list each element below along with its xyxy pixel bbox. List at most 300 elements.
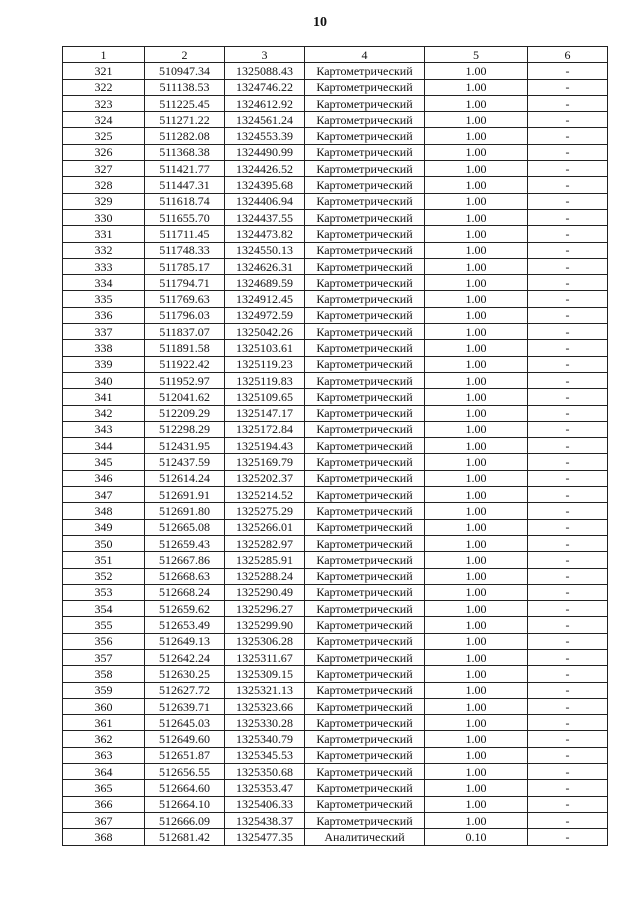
x-coordinate-cell: 512639.71 xyxy=(145,698,225,714)
method-cell: Картометрический xyxy=(305,421,425,437)
table-row xyxy=(63,144,608,160)
method-cell: Картометрический xyxy=(305,731,425,747)
method-cell: Картометрический xyxy=(305,307,425,323)
point-number-cell: 336 xyxy=(63,307,145,323)
y-coordinate-cell: 1324406.94 xyxy=(225,193,305,209)
description-cell: - xyxy=(528,829,608,845)
description-cell: - xyxy=(528,324,608,340)
x-coordinate-cell: 512668.63 xyxy=(145,568,225,584)
method-cell: Картометрический xyxy=(305,356,425,372)
description-cell: - xyxy=(528,682,608,698)
x-coordinate-cell: 511225.45 xyxy=(145,95,225,111)
table-row xyxy=(63,177,608,193)
accuracy-cell: 1.00 xyxy=(425,193,528,209)
point-number-cell: 334 xyxy=(63,275,145,291)
description-cell: - xyxy=(528,63,608,79)
description-cell: - xyxy=(528,340,608,356)
description-cell: - xyxy=(528,454,608,470)
column-header-1: 1 xyxy=(63,47,145,63)
y-coordinate-cell: 1325353.47 xyxy=(225,780,305,796)
point-number-cell: 331 xyxy=(63,226,145,242)
point-number-cell: 364 xyxy=(63,764,145,780)
accuracy-cell: 1.00 xyxy=(425,161,528,177)
y-coordinate-cell: 1324553.39 xyxy=(225,128,305,144)
description-cell: - xyxy=(528,470,608,486)
method-cell: Картометрический xyxy=(305,601,425,617)
method-cell: Картометрический xyxy=(305,633,425,649)
y-coordinate-cell: 1325282.97 xyxy=(225,535,305,551)
y-coordinate-cell: 1325119.83 xyxy=(225,372,305,388)
method-cell: Картометрический xyxy=(305,682,425,698)
description-cell: - xyxy=(528,389,608,405)
point-number-cell: 359 xyxy=(63,682,145,698)
y-coordinate-cell: 1325321.13 xyxy=(225,682,305,698)
point-number-cell: 360 xyxy=(63,698,145,714)
method-cell: Картометрический xyxy=(305,780,425,796)
x-coordinate-cell: 511922.42 xyxy=(145,356,225,372)
method-cell: Картометрический xyxy=(305,291,425,307)
point-number-cell: 337 xyxy=(63,324,145,340)
description-cell: - xyxy=(528,764,608,780)
accuracy-cell: 1.00 xyxy=(425,128,528,144)
table-row xyxy=(63,487,608,503)
description-cell: - xyxy=(528,601,608,617)
y-coordinate-cell: 1325288.24 xyxy=(225,568,305,584)
point-number-cell: 350 xyxy=(63,535,145,551)
y-coordinate-cell: 1325438.37 xyxy=(225,812,305,828)
x-coordinate-cell: 512041.62 xyxy=(145,389,225,405)
method-cell: Картометрический xyxy=(305,568,425,584)
y-coordinate-cell: 1325350.68 xyxy=(225,764,305,780)
description-cell: - xyxy=(528,275,608,291)
description-cell: - xyxy=(528,535,608,551)
y-coordinate-cell: 1325477.35 xyxy=(225,829,305,845)
accuracy-cell: 1.00 xyxy=(425,584,528,600)
method-cell: Картометрический xyxy=(305,812,425,828)
accuracy-cell: 1.00 xyxy=(425,421,528,437)
method-cell: Картометрический xyxy=(305,747,425,763)
method-cell: Картометрический xyxy=(305,617,425,633)
accuracy-cell: 1.00 xyxy=(425,780,528,796)
accuracy-cell: 1.00 xyxy=(425,698,528,714)
x-coordinate-cell: 512437.59 xyxy=(145,454,225,470)
method-cell: Картометрический xyxy=(305,79,425,95)
table-row xyxy=(63,372,608,388)
table-row xyxy=(63,747,608,763)
y-coordinate-cell: 1325311.67 xyxy=(225,649,305,665)
accuracy-cell: 1.00 xyxy=(425,617,528,633)
description-cell: - xyxy=(528,242,608,258)
coordinates-table xyxy=(62,46,608,846)
y-coordinate-cell: 1325109.65 xyxy=(225,389,305,405)
x-coordinate-cell: 512691.80 xyxy=(145,503,225,519)
method-cell: Картометрический xyxy=(305,552,425,568)
y-coordinate-cell: 1325119.23 xyxy=(225,356,305,372)
point-number-cell: 339 xyxy=(63,356,145,372)
x-coordinate-cell: 512614.24 xyxy=(145,470,225,486)
column-header-3: 3 xyxy=(225,47,305,63)
description-cell: - xyxy=(528,519,608,535)
point-number-cell: 351 xyxy=(63,552,145,568)
method-cell: Картометрический xyxy=(305,372,425,388)
description-cell: - xyxy=(528,79,608,95)
table-row xyxy=(63,764,608,780)
table-row xyxy=(63,568,608,584)
y-coordinate-cell: 1325340.79 xyxy=(225,731,305,747)
description-cell: - xyxy=(528,633,608,649)
accuracy-cell: 1.00 xyxy=(425,209,528,225)
point-number-cell: 338 xyxy=(63,340,145,356)
y-coordinate-cell: 1325266.01 xyxy=(225,519,305,535)
column-header-5: 5 xyxy=(425,47,528,63)
y-coordinate-cell: 1325088.43 xyxy=(225,63,305,79)
description-cell: - xyxy=(528,95,608,111)
table-body xyxy=(63,63,608,845)
header-row xyxy=(63,47,608,63)
point-number-cell: 363 xyxy=(63,747,145,763)
accuracy-cell: 1.00 xyxy=(425,389,528,405)
x-coordinate-cell: 511837.07 xyxy=(145,324,225,340)
table-row xyxy=(63,552,608,568)
description-cell: - xyxy=(528,209,608,225)
point-number-cell: 349 xyxy=(63,519,145,535)
y-coordinate-cell: 1325309.15 xyxy=(225,666,305,682)
table-row xyxy=(63,584,608,600)
description-cell: - xyxy=(528,649,608,665)
table-row xyxy=(63,617,608,633)
y-coordinate-cell: 1325202.37 xyxy=(225,470,305,486)
x-coordinate-cell: 511282.08 xyxy=(145,128,225,144)
x-coordinate-cell: 512656.55 xyxy=(145,764,225,780)
point-number-cell: 322 xyxy=(63,79,145,95)
description-cell: - xyxy=(528,291,608,307)
table-row xyxy=(63,95,608,111)
x-coordinate-cell: 512659.43 xyxy=(145,535,225,551)
method-cell: Картометрический xyxy=(305,649,425,665)
accuracy-cell: 1.00 xyxy=(425,731,528,747)
point-number-cell: 365 xyxy=(63,780,145,796)
description-cell: - xyxy=(528,812,608,828)
description-cell: - xyxy=(528,584,608,600)
point-number-cell: 340 xyxy=(63,372,145,388)
point-number-cell: 368 xyxy=(63,829,145,845)
y-coordinate-cell: 1325323.66 xyxy=(225,698,305,714)
table-row xyxy=(63,275,608,291)
table-row xyxy=(63,649,608,665)
x-coordinate-cell: 512667.86 xyxy=(145,552,225,568)
method-cell: Картометрический xyxy=(305,161,425,177)
accuracy-cell: 1.00 xyxy=(425,470,528,486)
table-row xyxy=(63,633,608,649)
description-cell: - xyxy=(528,487,608,503)
description-cell: - xyxy=(528,796,608,812)
x-coordinate-cell: 512659.62 xyxy=(145,601,225,617)
x-coordinate-cell: 511769.63 xyxy=(145,291,225,307)
method-cell: Картометрический xyxy=(305,340,425,356)
point-number-cell: 354 xyxy=(63,601,145,617)
method-cell: Картометрический xyxy=(305,405,425,421)
x-coordinate-cell: 511447.31 xyxy=(145,177,225,193)
method-cell: Картометрический xyxy=(305,438,425,454)
accuracy-cell: 1.00 xyxy=(425,438,528,454)
y-coordinate-cell: 1324972.59 xyxy=(225,307,305,323)
table-row xyxy=(63,698,608,714)
description-cell: - xyxy=(528,715,608,731)
table-row xyxy=(63,682,608,698)
accuracy-cell: 1.00 xyxy=(425,324,528,340)
x-coordinate-cell: 512664.60 xyxy=(145,780,225,796)
method-cell: Картометрический xyxy=(305,796,425,812)
y-coordinate-cell: 1324490.99 xyxy=(225,144,305,160)
method-cell: Картометрический xyxy=(305,128,425,144)
point-number-cell: 332 xyxy=(63,242,145,258)
accuracy-cell: 1.00 xyxy=(425,405,528,421)
method-cell: Картометрический xyxy=(305,389,425,405)
accuracy-cell: 1.00 xyxy=(425,601,528,617)
table-row xyxy=(63,601,608,617)
table-row xyxy=(63,291,608,307)
method-cell: Картометрический xyxy=(305,63,425,79)
description-cell: - xyxy=(528,698,608,714)
method-cell: Картометрический xyxy=(305,324,425,340)
table-row xyxy=(63,242,608,258)
accuracy-cell: 1.00 xyxy=(425,226,528,242)
y-coordinate-cell: 1325103.61 xyxy=(225,340,305,356)
table-row xyxy=(63,226,608,242)
y-coordinate-cell: 1324561.24 xyxy=(225,112,305,128)
table-row xyxy=(63,519,608,535)
accuracy-cell: 1.00 xyxy=(425,747,528,763)
table-row xyxy=(63,112,608,128)
x-coordinate-cell: 512666.09 xyxy=(145,812,225,828)
table-row xyxy=(63,796,608,812)
table-row xyxy=(63,535,608,551)
table-row xyxy=(63,79,608,95)
accuracy-cell: 1.00 xyxy=(425,535,528,551)
accuracy-cell: 1.00 xyxy=(425,307,528,323)
accuracy-cell: 1.00 xyxy=(425,796,528,812)
point-number-cell: 328 xyxy=(63,177,145,193)
point-number-cell: 345 xyxy=(63,454,145,470)
accuracy-cell: 1.00 xyxy=(425,112,528,128)
x-coordinate-cell: 512298.29 xyxy=(145,421,225,437)
x-coordinate-cell: 512691.91 xyxy=(145,487,225,503)
x-coordinate-cell: 511748.33 xyxy=(145,242,225,258)
table-row xyxy=(63,731,608,747)
method-cell: Картометрический xyxy=(305,209,425,225)
x-coordinate-cell: 512668.24 xyxy=(145,584,225,600)
accuracy-cell: 1.00 xyxy=(425,764,528,780)
accuracy-cell: 1.00 xyxy=(425,454,528,470)
y-coordinate-cell: 1325296.27 xyxy=(225,601,305,617)
description-cell: - xyxy=(528,421,608,437)
description-cell: - xyxy=(528,307,608,323)
x-coordinate-cell: 512642.24 xyxy=(145,649,225,665)
x-coordinate-cell: 511618.74 xyxy=(145,193,225,209)
x-coordinate-cell: 511421.77 xyxy=(145,161,225,177)
point-number-cell: 343 xyxy=(63,421,145,437)
point-number-cell: 333 xyxy=(63,258,145,274)
point-number-cell: 348 xyxy=(63,503,145,519)
table-row xyxy=(63,356,608,372)
x-coordinate-cell: 512651.87 xyxy=(145,747,225,763)
x-coordinate-cell: 511952.97 xyxy=(145,372,225,388)
method-cell: Картометрический xyxy=(305,258,425,274)
y-coordinate-cell: 1325214.52 xyxy=(225,487,305,503)
point-number-cell: 347 xyxy=(63,487,145,503)
point-number-cell: 323 xyxy=(63,95,145,111)
accuracy-cell: 1.00 xyxy=(425,340,528,356)
point-number-cell: 362 xyxy=(63,731,145,747)
column-header-4: 4 xyxy=(305,47,425,63)
table-row xyxy=(63,193,608,209)
accuracy-cell: 1.00 xyxy=(425,242,528,258)
method-cell: Картометрический xyxy=(305,454,425,470)
accuracy-cell: 1.00 xyxy=(425,812,528,828)
y-coordinate-cell: 1325147.17 xyxy=(225,405,305,421)
accuracy-cell: 1.00 xyxy=(425,275,528,291)
accuracy-cell: 1.00 xyxy=(425,715,528,731)
y-coordinate-cell: 1324626.31 xyxy=(225,258,305,274)
point-number-cell: 352 xyxy=(63,568,145,584)
method-cell: Картометрический xyxy=(305,764,425,780)
point-number-cell: 344 xyxy=(63,438,145,454)
method-cell: Картометрический xyxy=(305,193,425,209)
accuracy-cell: 0.10 xyxy=(425,829,528,845)
x-coordinate-cell: 511138.53 xyxy=(145,79,225,95)
y-coordinate-cell: 1324746.22 xyxy=(225,79,305,95)
description-cell: - xyxy=(528,780,608,796)
method-cell: Картометрический xyxy=(305,275,425,291)
table-row xyxy=(63,666,608,682)
point-number-cell: 355 xyxy=(63,617,145,633)
method-cell: Картометрический xyxy=(305,535,425,551)
point-number-cell: 325 xyxy=(63,128,145,144)
table-row xyxy=(63,503,608,519)
y-coordinate-cell: 1324473.82 xyxy=(225,226,305,242)
description-cell: - xyxy=(528,617,608,633)
x-coordinate-cell: 511711.45 xyxy=(145,226,225,242)
method-cell: Картометрический xyxy=(305,487,425,503)
y-coordinate-cell: 1324395.68 xyxy=(225,177,305,193)
description-cell: - xyxy=(528,193,608,209)
accuracy-cell: 1.00 xyxy=(425,649,528,665)
method-cell: Аналитический xyxy=(305,829,425,845)
description-cell: - xyxy=(528,405,608,421)
accuracy-cell: 1.00 xyxy=(425,487,528,503)
description-cell: - xyxy=(528,356,608,372)
description-cell: - xyxy=(528,503,608,519)
table-row xyxy=(63,421,608,437)
point-number-cell: 330 xyxy=(63,209,145,225)
method-cell: Картометрический xyxy=(305,144,425,160)
y-coordinate-cell: 1325285.91 xyxy=(225,552,305,568)
description-cell: - xyxy=(528,177,608,193)
description-cell: - xyxy=(528,568,608,584)
description-cell: - xyxy=(528,128,608,144)
y-coordinate-cell: 1324612.92 xyxy=(225,95,305,111)
x-coordinate-cell: 511794.71 xyxy=(145,275,225,291)
method-cell: Картометрический xyxy=(305,503,425,519)
accuracy-cell: 1.00 xyxy=(425,633,528,649)
x-coordinate-cell: 512665.08 xyxy=(145,519,225,535)
table-row xyxy=(63,128,608,144)
point-number-cell: 321 xyxy=(63,63,145,79)
method-cell: Картометрический xyxy=(305,715,425,731)
y-coordinate-cell: 1324437.55 xyxy=(225,209,305,225)
table-row xyxy=(63,161,608,177)
method-cell: Картометрический xyxy=(305,584,425,600)
method-cell: Картометрический xyxy=(305,95,425,111)
y-coordinate-cell: 1325299.90 xyxy=(225,617,305,633)
point-number-cell: 329 xyxy=(63,193,145,209)
x-coordinate-cell: 512630.25 xyxy=(145,666,225,682)
table-row xyxy=(63,307,608,323)
accuracy-cell: 1.00 xyxy=(425,682,528,698)
method-cell: Картометрический xyxy=(305,666,425,682)
point-number-cell: 367 xyxy=(63,812,145,828)
y-coordinate-cell: 1324550.13 xyxy=(225,242,305,258)
y-coordinate-cell: 1325345.53 xyxy=(225,747,305,763)
y-coordinate-cell: 1325042.26 xyxy=(225,324,305,340)
table-row xyxy=(63,438,608,454)
description-cell: - xyxy=(528,161,608,177)
method-cell: Картометрический xyxy=(305,519,425,535)
x-coordinate-cell: 511368.38 xyxy=(145,144,225,160)
accuracy-cell: 1.00 xyxy=(425,144,528,160)
x-coordinate-cell: 512653.49 xyxy=(145,617,225,633)
method-cell: Картометрический xyxy=(305,698,425,714)
x-coordinate-cell: 512431.95 xyxy=(145,438,225,454)
y-coordinate-cell: 1325172.84 xyxy=(225,421,305,437)
description-cell: - xyxy=(528,552,608,568)
method-cell: Картометрический xyxy=(305,112,425,128)
point-number-cell: 361 xyxy=(63,715,145,731)
point-number-cell: 324 xyxy=(63,112,145,128)
accuracy-cell: 1.00 xyxy=(425,356,528,372)
accuracy-cell: 1.00 xyxy=(425,79,528,95)
table-row xyxy=(63,715,608,731)
y-coordinate-cell: 1324689.59 xyxy=(225,275,305,291)
description-cell: - xyxy=(528,112,608,128)
x-coordinate-cell: 511796.03 xyxy=(145,307,225,323)
point-number-cell: 341 xyxy=(63,389,145,405)
accuracy-cell: 1.00 xyxy=(425,552,528,568)
x-coordinate-cell: 512627.72 xyxy=(145,682,225,698)
x-coordinate-cell: 512645.03 xyxy=(145,715,225,731)
y-coordinate-cell: 1324912.45 xyxy=(225,291,305,307)
column-header-6: 6 xyxy=(528,47,608,63)
x-coordinate-cell: 511271.22 xyxy=(145,112,225,128)
table-row xyxy=(63,340,608,356)
table-row xyxy=(63,324,608,340)
point-number-cell: 327 xyxy=(63,161,145,177)
x-coordinate-cell: 511891.58 xyxy=(145,340,225,356)
method-cell: Картометрический xyxy=(305,226,425,242)
table-row xyxy=(63,258,608,274)
table-row xyxy=(63,405,608,421)
table-row xyxy=(63,63,608,79)
point-number-cell: 346 xyxy=(63,470,145,486)
description-cell: - xyxy=(528,258,608,274)
table-row xyxy=(63,470,608,486)
description-cell: - xyxy=(528,731,608,747)
y-coordinate-cell: 1325406.33 xyxy=(225,796,305,812)
column-header-2: 2 xyxy=(145,47,225,63)
table-row xyxy=(63,389,608,405)
description-cell: - xyxy=(528,226,608,242)
x-coordinate-cell: 512649.13 xyxy=(145,633,225,649)
